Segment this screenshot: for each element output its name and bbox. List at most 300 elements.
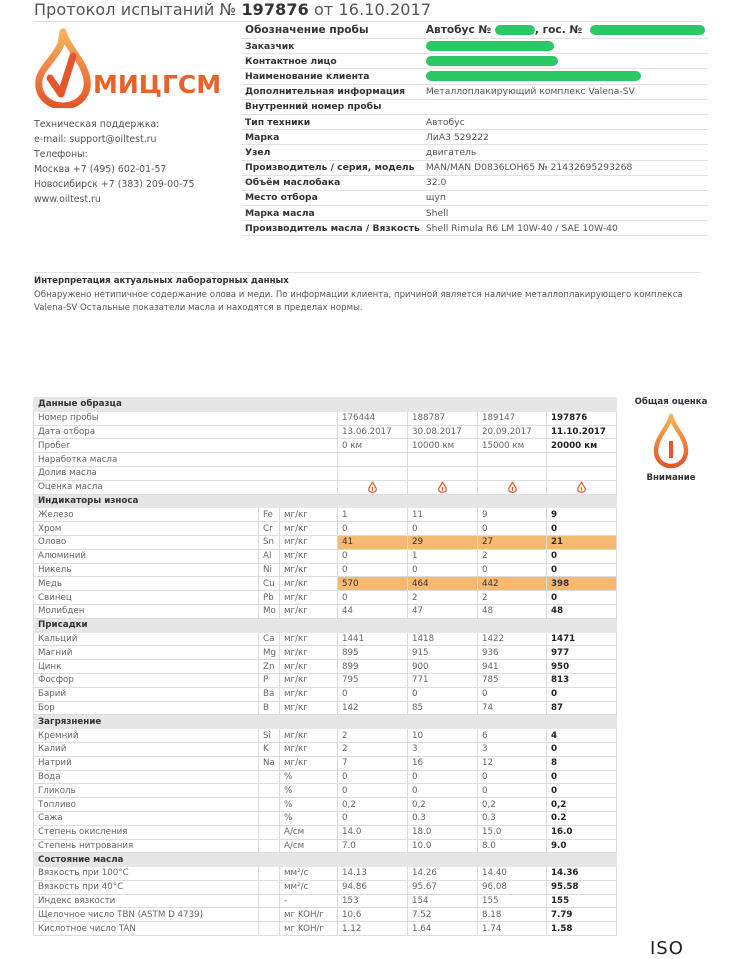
iso-mark: ISO [650, 938, 684, 959]
value-cell: 1.74 [478, 922, 547, 936]
value-cell: 47 [408, 604, 478, 618]
parameter-name: Вязкость при 100°C [34, 867, 259, 881]
value-cell: 464 [408, 577, 478, 591]
overall-label: Общая оценка [634, 397, 708, 407]
value-cell: 12 [478, 756, 547, 770]
support-title: Техническая поддержка: [34, 119, 160, 130]
value-cell: 0 [547, 563, 617, 577]
value-cell: 895 [338, 646, 408, 660]
oil-assessment-cell [478, 480, 547, 494]
value-cell: 48 [478, 604, 547, 618]
value-cell [547, 466, 617, 480]
element-symbol: Zn [259, 660, 280, 674]
value-cell: 915 [408, 646, 478, 660]
redaction-mark [426, 41, 554, 51]
value-cell: 900 [408, 660, 478, 674]
element-symbol: P [259, 673, 280, 687]
element-symbol: Ca [259, 632, 280, 646]
company-logo [33, 28, 223, 108]
table-row [34, 411, 617, 425]
info-label: Марка масла [242, 206, 423, 221]
value-cell: 1 [408, 549, 478, 563]
unit: мг/кг [280, 549, 338, 563]
value-cell: 0 [408, 784, 478, 798]
info-label: Марка [242, 130, 423, 145]
unit: A/см [280, 839, 338, 853]
unit: мг/кг [280, 508, 338, 522]
parameter-name: Калий [34, 742, 259, 756]
value-cell: 0,2 [408, 798, 478, 812]
value-cell: 0 [338, 549, 408, 563]
info-row [242, 22, 708, 39]
element-symbol [259, 922, 280, 936]
parameter-name: Цинк [34, 660, 259, 674]
value-cell: 11 [408, 508, 478, 522]
value-cell: 0 [408, 522, 478, 536]
table-row [34, 453, 617, 467]
value-cell: 570 [338, 577, 408, 591]
parameter-name: Алюминий [34, 549, 259, 563]
value-cell: 189147 [478, 411, 547, 425]
section-header-row [34, 853, 617, 867]
unit: мг/кг [280, 756, 338, 770]
redaction-mark [590, 25, 705, 35]
table-row [34, 466, 617, 480]
element-symbol [259, 908, 280, 922]
plate-number-label: , гос. № [534, 24, 583, 36]
info-row [242, 206, 708, 221]
info-value: щуп [423, 190, 708, 205]
value-cell: 0 [547, 591, 617, 605]
value-cell: 0 [547, 784, 617, 798]
value-cell: 7.0 [338, 839, 408, 853]
value-cell: 9.0 [547, 839, 617, 853]
element-symbol: Na [259, 756, 280, 770]
unit: мг/кг [280, 632, 338, 646]
table-row [34, 922, 617, 936]
value-cell: 941 [478, 660, 547, 674]
row-name: Дата отбора [34, 425, 338, 439]
value-cell: 2 [408, 591, 478, 605]
parameter-name: Барий [34, 687, 259, 701]
protocol-date: 16.10.2017 [338, 0, 432, 19]
parameter-name: Олово [34, 535, 259, 549]
value-cell: 41 [338, 535, 408, 549]
value-cell: 0 [547, 549, 617, 563]
table-row [34, 756, 617, 770]
section-title: Данные образца [34, 398, 617, 412]
value-cell: 74 [478, 701, 547, 715]
attention-drop-icon [652, 413, 690, 469]
value-cell: 0,2 [547, 798, 617, 812]
attention-drop-icon [438, 481, 447, 493]
protocol-number: 197876 [241, 0, 309, 19]
value-cell: 0 [547, 770, 617, 784]
table-row [34, 770, 617, 784]
value-cell [338, 453, 408, 467]
info-value: Металлоплакирующий комплекс Valena-SV [423, 84, 708, 99]
parameter-name: Бор [34, 701, 259, 715]
value-cell: 0 [338, 811, 408, 825]
parameter-name: Фосфор [34, 673, 259, 687]
info-label: Узел [242, 145, 423, 160]
title-date-prefix: от [314, 0, 334, 19]
value-cell: 0 [338, 770, 408, 784]
value-cell: 20000 км [547, 439, 617, 453]
value-cell: 7.79 [547, 908, 617, 922]
value-cell: 4 [547, 729, 617, 743]
table-row [34, 908, 617, 922]
info-row [242, 221, 708, 236]
parameter-name: Кальций [34, 632, 259, 646]
unit: A/см [280, 825, 338, 839]
table-row [34, 894, 617, 908]
table-row [34, 839, 617, 853]
info-row [242, 130, 708, 145]
value-cell: 0 [547, 742, 617, 756]
element-symbol: Ba [259, 687, 280, 701]
info-label: Тип техники [242, 114, 423, 129]
unit: мг/кг [280, 687, 338, 701]
value-cell: 2 [478, 591, 547, 605]
table-row [34, 798, 617, 812]
unit: мг/кг [280, 701, 338, 715]
unit: % [280, 798, 338, 812]
info-value: Автобус [423, 114, 708, 129]
info-row [242, 54, 708, 69]
table-row [34, 522, 617, 536]
value-cell: 11.10.2017 [547, 425, 617, 439]
unit: мг/кг [280, 673, 338, 687]
interpretation-divider [34, 272, 701, 273]
parameter-name: Молибден [34, 604, 259, 618]
element-symbol: Mg [259, 646, 280, 660]
value-cell: 27 [478, 535, 547, 549]
table-row [34, 660, 617, 674]
parameter-name: Натрий [34, 756, 259, 770]
element-symbol [259, 770, 280, 784]
info-row [242, 69, 708, 84]
value-cell: 795 [338, 673, 408, 687]
table-row [34, 742, 617, 756]
value-cell: 899 [338, 660, 408, 674]
value-cell: 21 [547, 535, 617, 549]
oil-assessment-cell [408, 480, 478, 494]
parameter-name: Индекс вязкости [34, 894, 259, 908]
element-symbol [259, 784, 280, 798]
value-cell: 15.0 [478, 825, 547, 839]
element-symbol: Cr [259, 522, 280, 536]
parameter-name: Вязкость при 40°C [34, 880, 259, 894]
table-row [34, 701, 617, 715]
value-cell: 8 [547, 756, 617, 770]
value-cell: 2 [478, 549, 547, 563]
page-title [34, 0, 431, 19]
value-cell: 1418 [408, 632, 478, 646]
element-symbol [259, 798, 280, 812]
value-cell: 14.26 [408, 867, 478, 881]
parameter-name: Степень нитрования [34, 839, 259, 853]
info-label: Дополнительная информация [242, 84, 423, 99]
value-cell: 29 [408, 535, 478, 549]
value-cell: 0 [408, 687, 478, 701]
value-cell: 14.40 [478, 867, 547, 881]
value-cell: 96.08 [478, 880, 547, 894]
value-cell: 94.86 [338, 880, 408, 894]
info-label: Наименование клиента [242, 69, 423, 84]
value-cell: 8.0 [478, 839, 547, 853]
unit: мг/кг [280, 563, 338, 577]
info-label: Объём маслобака [242, 175, 423, 190]
table-row-highlighted [34, 535, 617, 549]
value-cell: 48 [547, 604, 617, 618]
element-symbol [259, 811, 280, 825]
attention-drop-icon [577, 481, 586, 493]
unit: мг/кг [280, 577, 338, 591]
value-cell: 155 [547, 894, 617, 908]
unit: мг/кг [280, 660, 338, 674]
value-cell: 1422 [478, 632, 547, 646]
info-value: Shell [423, 206, 708, 221]
element-symbol: Mo [259, 604, 280, 618]
value-cell: 14.0 [338, 825, 408, 839]
value-cell: 0 км [338, 439, 408, 453]
value-cell [547, 453, 617, 467]
value-cell: 1471 [547, 632, 617, 646]
interpretation-text: Обнаружено нетипичное содержание олова и меди. По информации клиента, причиной является наличие металлоплакирующего комплекса Valena-SV Остальные показатели масла и находятся в пределах нормы. [34, 290, 683, 313]
element-symbol [259, 825, 280, 839]
info-label: Обозначение пробы [242, 22, 423, 39]
info-row [242, 145, 708, 160]
value-cell: 813 [547, 673, 617, 687]
element-symbol [259, 867, 280, 881]
table-row [34, 591, 617, 605]
section-title: Индикаторы износа [34, 494, 617, 508]
section-title: Состояние масла [34, 853, 617, 867]
value-cell: 9 [547, 508, 617, 522]
table-row [34, 425, 617, 439]
value-cell [338, 466, 408, 480]
phone-novosibirsk: Новосибирск +7 (383) 209-00-75 [34, 179, 195, 190]
row-name: Оценка масла [34, 480, 338, 494]
table-row [34, 673, 617, 687]
attention-drop-icon [368, 481, 377, 493]
info-label: Производитель масла / Вязкость [242, 221, 423, 236]
value-cell: 1.12 [338, 922, 408, 936]
unit: мг/кг [280, 604, 338, 618]
info-row [242, 39, 708, 54]
info-value [423, 54, 708, 69]
parameter-name: Хром [34, 522, 259, 536]
value-cell: 6 [478, 729, 547, 743]
value-cell: 8.18 [478, 908, 547, 922]
table-row [34, 508, 617, 522]
value-cell: 154 [408, 894, 478, 908]
value-cell: 936 [478, 646, 547, 660]
parameter-name: Никель [34, 563, 259, 577]
section-title: Присадки [34, 618, 617, 632]
info-label: Внутренний номер пробы [242, 99, 423, 114]
row-name: Номер пробы [34, 411, 338, 425]
element-symbol [259, 894, 280, 908]
value-cell [408, 453, 478, 467]
section-header-row [34, 494, 617, 508]
element-symbol: K [259, 742, 280, 756]
unit: мг KOH/г [280, 922, 338, 936]
unit: мг/кг [280, 742, 338, 756]
value-cell: 442 [478, 577, 547, 591]
unit: мг KOH/г [280, 908, 338, 922]
value-cell: 176444 [338, 411, 408, 425]
table-row [34, 563, 617, 577]
value-cell: 20.09.2017 [478, 425, 547, 439]
value-cell: 1 [338, 508, 408, 522]
website-link[interactable]: www.oiltest.ru [34, 194, 101, 205]
value-cell: 0.3 [478, 811, 547, 825]
redaction-mark [426, 71, 641, 81]
info-value: ЛиАЗ 529222 [423, 130, 708, 145]
unit: % [280, 770, 338, 784]
info-row [242, 160, 708, 175]
info-label: Место отбора [242, 190, 423, 205]
element-symbol: Cu [259, 577, 280, 591]
value-cell: 0 [408, 770, 478, 784]
unit: мг/кг [280, 729, 338, 743]
section-header-row [34, 618, 617, 632]
value-cell: 2 [338, 742, 408, 756]
unit: мм²/с [280, 867, 338, 881]
table-row [34, 784, 617, 798]
info-row [242, 175, 708, 190]
element-symbol: Sn [259, 535, 280, 549]
value-cell: 10.0 [408, 839, 478, 853]
info-value: MAN/MAN D0836LOH65 № 21432695293268 [423, 160, 708, 175]
value-cell: 13.06.2017 [338, 425, 408, 439]
support-contacts [34, 117, 194, 207]
value-cell: 155 [478, 894, 547, 908]
table-row [34, 439, 617, 453]
element-symbol: Ni [259, 563, 280, 577]
phone-moscow: Москва +7 (495) 602-01-57 [34, 164, 167, 175]
row-name: Наработка масла [34, 453, 338, 467]
unit: % [280, 784, 338, 798]
phones-title: Телефоны: [34, 149, 88, 160]
value-cell: 2 [338, 729, 408, 743]
value-cell: 771 [408, 673, 478, 687]
table-row [34, 687, 617, 701]
value-cell: 0.3 [408, 811, 478, 825]
unit: мг/кг [280, 646, 338, 660]
element-symbol: Si [259, 729, 280, 743]
value-cell: 7.52 [408, 908, 478, 922]
redaction-mark [495, 25, 535, 35]
parameter-name: Железо [34, 508, 259, 522]
table-row [34, 825, 617, 839]
value-cell: 0 [478, 770, 547, 784]
value-cell: 0 [338, 522, 408, 536]
unit: мм²/с [280, 880, 338, 894]
parameter-name: Степень окисления [34, 825, 259, 839]
value-cell: 95.58 [547, 880, 617, 894]
lab-results-table [33, 397, 617, 936]
value-cell: 0 [338, 784, 408, 798]
value-cell: 0 [478, 784, 547, 798]
unit: мг/кг [280, 591, 338, 605]
info-row [242, 190, 708, 205]
value-cell [478, 453, 547, 467]
value-cell: 398 [547, 577, 617, 591]
info-value [423, 69, 708, 84]
value-cell: 14.13 [338, 867, 408, 881]
overall-status: Внимание [646, 473, 696, 483]
logo-text: МИЦГСМ [93, 70, 222, 99]
value-cell: 14.36 [547, 867, 617, 881]
parameter-name: Свинец [34, 591, 259, 605]
value-cell: 0 [478, 522, 547, 536]
value-cell: 9 [478, 508, 547, 522]
value-cell: 950 [547, 660, 617, 674]
value-cell [478, 466, 547, 480]
logo-drop-check-icon [33, 28, 223, 108]
element-symbol: B [259, 701, 280, 715]
value-cell: 0.2 [547, 811, 617, 825]
info-row [242, 114, 708, 129]
value-cell: 7 [338, 756, 408, 770]
value-cell: 188787 [408, 411, 478, 425]
unit: мг/кг [280, 535, 338, 549]
value-cell: 10.6 [338, 908, 408, 922]
info-row [242, 84, 708, 99]
info-row [242, 99, 708, 114]
attention-drop-icon [508, 481, 517, 493]
info-label: Заказчик [242, 39, 423, 54]
value-cell: 0 [547, 687, 617, 701]
table-row [34, 632, 617, 646]
value-cell: 16.0 [547, 825, 617, 839]
value-cell: 15000 км [478, 439, 547, 453]
info-value: Shell Rimula R6 LM 10W-40 / SAE 10W-40 [423, 221, 708, 236]
oil-assessment-cell [547, 480, 617, 494]
row-name: Долив масла [34, 466, 338, 480]
value-cell: 95.67 [408, 880, 478, 894]
value-cell: 0 [338, 591, 408, 605]
unit: - [280, 894, 338, 908]
row-name: Пробег [34, 439, 338, 453]
value-cell: 0,2 [478, 798, 547, 812]
element-symbol [259, 880, 280, 894]
value-cell: 785 [478, 673, 547, 687]
info-label: Производитель / серия, модель [242, 160, 423, 175]
info-value [423, 99, 708, 114]
value-cell: 10000 км [408, 439, 478, 453]
support-email[interactable]: e-mail: support@oiltest.ru [34, 134, 157, 145]
section-header-row [34, 398, 617, 412]
overall-assessment [628, 397, 714, 483]
section-header-row [34, 715, 617, 729]
value-cell: 0 [547, 522, 617, 536]
value-cell: 3 [408, 742, 478, 756]
value-cell: 1.64 [408, 922, 478, 936]
value-cell: 3 [478, 742, 547, 756]
parameter-name: Щелочное число TBN (ASTM D 4739) [34, 908, 259, 922]
parameter-name: Магний [34, 646, 259, 660]
parameter-name: Медь [34, 577, 259, 591]
info-value: 32.0 [423, 175, 708, 190]
value-cell: 0 [338, 687, 408, 701]
table-row [34, 604, 617, 618]
info-value: двигатель [423, 145, 708, 160]
info-label: Контактное лицо [242, 54, 423, 69]
